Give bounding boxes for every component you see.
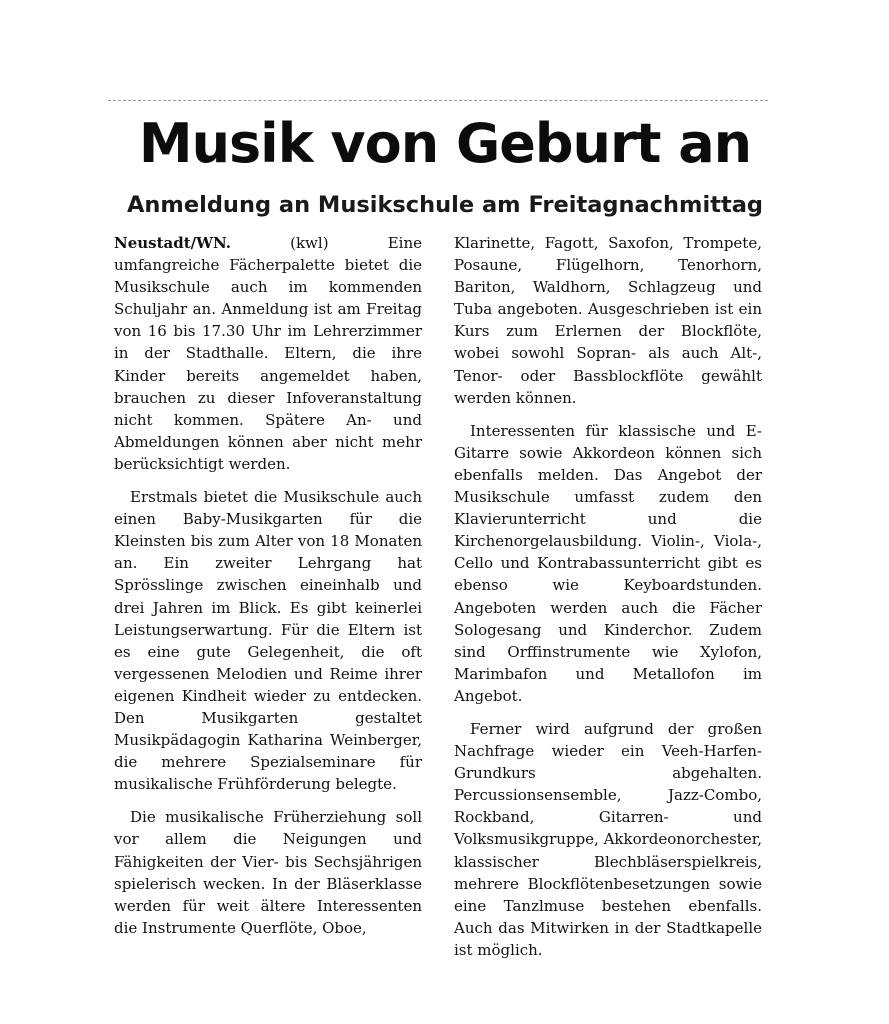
dateline: Neustadt/WN. (114, 234, 231, 252)
paragraph: Interessenten für klassische und E-Gitarre sowie Akkordeon können sich ebenfalls melden. Das Angebot der Musikschule umfasst zudem den Klavierunterricht und die Kirchenorgelausbildung. Violin-, Viola-, Cello und Kontrabassunterricht gibt es ebenso wie Keyboardstunden. Angeboten werden auch die Fächer Sologesang und Kinderchor. Zudem sind Orffinstrumente wie Xylofon, Marimbafon und Metallofon im Angebot. (454, 421, 762, 705)
subheadline: Anmeldung an Musikschule am Freitagnachmittag (126, 192, 764, 218)
paragraph: Klarinette, Fagott, Saxofon, Trompete, Posaune, Flügelhorn, Tenorhorn, Bariton, Waldhorn, Schlagzeug und Tuba angeboten. Ausgeschrieben ist ein Kurs zum Erlernen der Blockflöte, wobei sowohl Sopran- als auch Alt-, Tenor- oder Bassblockflöte gewählt werden können. (454, 234, 762, 407)
paragraph-text: (kwl) Eine umfangreiche Fächerpalette bietet die Musikschule auch im kommenden Schuljahr an. Anmeldung ist am Freitag von 16 bis 17.30 Uhr im Lehrerzimmer in der Stadthalle. Eltern, die ihre Kinder bereits angemeldet haben, brauchen zu dieser Infoveranstaltung nicht kommen. Spätere An- und Abmeldungen können aber nicht mehr berücksichtigt werden. (114, 234, 422, 473)
headline: Musik von Geburt an (138, 112, 752, 175)
right-column (454, 232, 762, 972)
paragraph: Erstmals bietet die Musikschule auch einen Baby-Musikgarten für die Kleinsten bis zum Alter von 18 Monaten an. Ein zweiter Lehrgang hat Sprösslinge zwischen eineinhalb und drei Jahren im Blick. Es gibt keinerlei Leistungserwartung. Für die Eltern ist es eine gute Gelegenheit, die oft vergessenen Melodien und Reime ihrer eigenen Kindheit wieder zu entdecken. Den Musikgarten gestaltet Musikpädagogin Katharina Weinberger, die mehrere Spezialseminare für musikalische Frühförderung belegte. (114, 488, 422, 794)
top-divider (108, 100, 768, 101)
paragraph (114, 232, 422, 475)
left-column (114, 232, 422, 950)
paragraph: Die musikalische Früherziehung soll vor allem die Neigungen und Fähigkeiten der Vier- bis Sechsjährigen spielerisch wecken. In der Bläserklasse werden für weit ältere Interessenten die Instrumente Querflöte, Oboe, (114, 808, 422, 937)
paragraph: Ferner wird aufgrund der großen Nachfrage wieder ein Veeh-Harfen-Grundkurs abgehalten. Percussionsensemble, Jazz-Combo, Rockband, Gitarren- und Volksmusikgruppe, Akkordeonorchester, klassischer Blechbläserspielkreis, mehrere Blockflötenbesetzungen sowie eine Tanzlmuse bestehen ebenfalls. Auch das Mitwirken in der Stadtkapelle ist möglich. (454, 719, 763, 959)
